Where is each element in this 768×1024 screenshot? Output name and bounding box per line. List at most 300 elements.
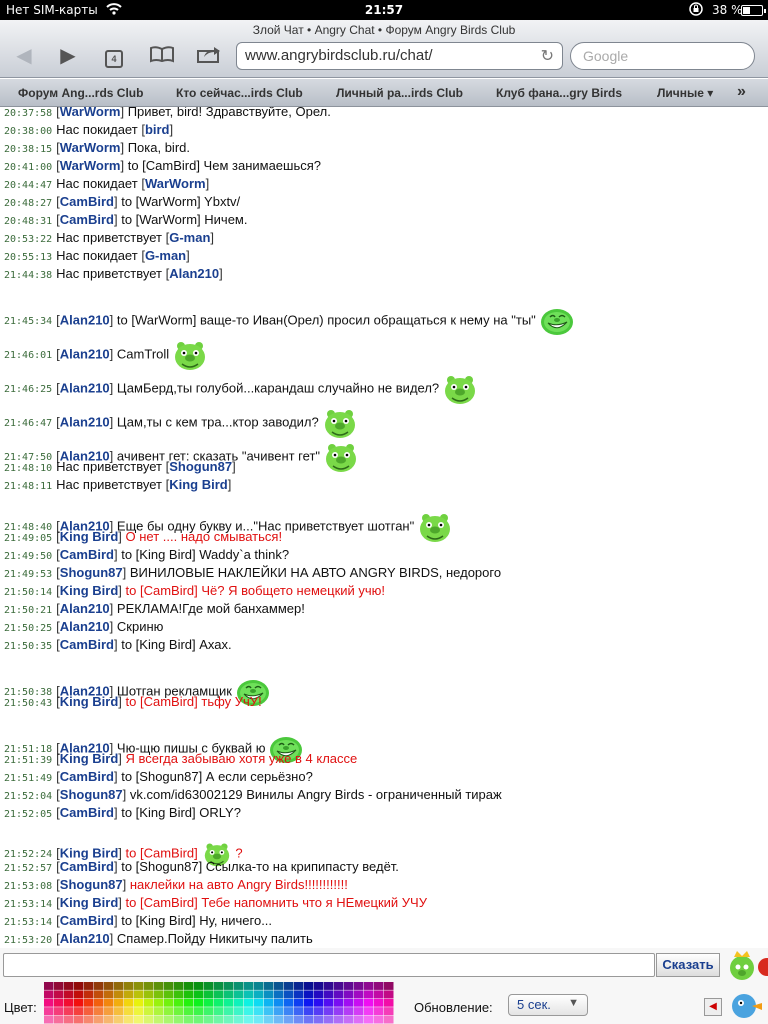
palette-swatch <box>194 999 204 1007</box>
back-icon[interactable]: ◀ <box>16 45 32 67</box>
palette-swatch <box>64 999 74 1007</box>
palette-swatch <box>324 990 334 998</box>
palette-swatch <box>94 982 104 990</box>
bookmarks-icon[interactable] <box>148 44 176 68</box>
share-icon[interactable] <box>195 44 223 68</box>
palette-swatch <box>384 999 394 1007</box>
bookmark-who-online[interactable]: Кто сейчас...irds Club <box>176 86 303 100</box>
bracket: [ <box>56 751 60 766</box>
message-timestamp: 21:49:53 <box>4 569 53 580</box>
message-author[interactable]: Alan210 <box>59 601 110 616</box>
chat-message <box>4 583 385 598</box>
message-author[interactable]: Shogun87 <box>169 459 233 474</box>
palette-swatch <box>124 1007 134 1015</box>
message-timestamp: 20:38:00 <box>4 126 53 137</box>
palette-swatch <box>294 1007 304 1015</box>
message-author[interactable]: WarWorm <box>59 140 121 155</box>
bracket: [ <box>56 877 60 892</box>
troll-smiley-icon <box>540 305 574 337</box>
message-timestamp: 21:50:38 <box>4 687 53 699</box>
palette-swatch <box>244 990 254 998</box>
palette-swatch <box>44 1007 54 1015</box>
bookmark-fan-club[interactable]: Клуб фана...gry Birds <box>496 86 622 100</box>
bracket: ] <box>113 805 118 820</box>
palette-swatch <box>244 1007 254 1015</box>
palette-swatch <box>134 1007 144 1015</box>
refresh-select[interactable] <box>508 994 588 1016</box>
search-input[interactable]: Google <box>570 42 755 70</box>
message-body: to [WarWorm] ваще-то Иван(Орел) просил обращаться к нему на "ты" <box>113 312 536 328</box>
palette-swatch <box>334 999 344 1007</box>
bookmark-personal[interactable]: Личный ра...irds Club <box>336 86 463 100</box>
palette-swatch <box>54 1007 64 1015</box>
message-body: to [King Bird] ORLY? <box>117 805 241 820</box>
message-author[interactable]: King Bird <box>59 583 119 598</box>
message-timestamp: 21:50:35 <box>4 641 53 652</box>
pig-smiley-icon <box>323 407 357 439</box>
message-author[interactable]: CamBird <box>59 194 114 209</box>
bracket: [ <box>56 194 60 209</box>
palette-swatch <box>114 982 124 990</box>
palette-swatch <box>134 1016 144 1024</box>
palette-swatch <box>324 999 334 1007</box>
palette-swatch <box>364 990 374 998</box>
message-author[interactable]: WarWorm <box>144 176 206 191</box>
message-body: Спамер.Пойду Никитычу палить <box>113 931 313 946</box>
palette-swatch <box>314 1007 324 1015</box>
message-author[interactable]: King Bird <box>59 751 119 766</box>
message-body: to [King Bird] Ну, ничего... <box>117 913 273 928</box>
palette-swatch <box>214 990 224 998</box>
page-title: Злой Чат • Angry Chat • Форум Angry Birds Club <box>252 23 516 37</box>
palette-swatch <box>314 990 324 998</box>
palette-swatch <box>54 999 64 1007</box>
palette-swatch <box>164 982 174 990</box>
message-body: ачивент гет: сказать "ачивент гет" <box>113 448 321 464</box>
bracket: [ <box>56 859 60 874</box>
palette-swatch <box>334 1016 344 1024</box>
bookmark-forum[interactable]: Форум Ang...rds Club <box>18 86 144 100</box>
palette-swatch <box>164 1007 174 1015</box>
message-author[interactable]: King Bird <box>169 477 228 492</box>
message-timestamp: 21:47:50 <box>4 452 53 464</box>
bracket: ] <box>219 266 223 281</box>
palette-swatch <box>194 1007 204 1015</box>
palette-swatch <box>194 990 204 998</box>
forward-icon[interactable]: ▶ <box>60 45 76 67</box>
palette-swatch <box>284 1016 294 1024</box>
bracket: [ <box>165 266 170 281</box>
bracket: ] <box>109 931 114 946</box>
palette-swatch <box>244 999 254 1007</box>
palette-swatch <box>374 990 384 998</box>
message-author[interactable]: King Bird <box>59 529 119 544</box>
chat-message <box>4 877 348 892</box>
message-timestamp: 21:51:49 <box>4 773 53 784</box>
palette-swatch <box>354 990 364 998</box>
palette-swatch <box>334 982 344 990</box>
palette-swatch <box>234 990 244 998</box>
bracket: ] <box>120 107 125 119</box>
bracket: ] <box>113 637 118 652</box>
message-timestamp: 21:51:39 <box>4 755 53 766</box>
palette-swatch <box>364 1007 374 1015</box>
message-author[interactable]: CamBird <box>59 859 114 874</box>
chat-message <box>4 751 357 766</box>
palette-swatch <box>254 990 264 998</box>
message-body: to [CamBird] Тебе напомнить что я НЕмецкий УЧУ <box>121 895 427 910</box>
palette-swatch <box>274 982 284 990</box>
chat-message <box>4 266 223 281</box>
bracket: [ <box>141 122 145 137</box>
message-author[interactable]: Shogun87 <box>59 877 123 892</box>
bookmarks-more-icon[interactable]: » <box>737 83 746 100</box>
bracket: [ <box>56 529 60 544</box>
message-body: to [Shogun87] А если серьёзно? <box>117 769 313 784</box>
palette-swatch <box>154 1016 164 1024</box>
bracket: ] <box>113 547 118 562</box>
bracket: ] <box>122 877 127 892</box>
message-timestamp: 20:55:13 <box>4 252 53 263</box>
chat-message <box>4 547 289 562</box>
bracket: ] <box>118 694 122 709</box>
battery-percent: 38 % <box>712 3 743 17</box>
message-author[interactable]: Shogun87 <box>59 565 123 580</box>
message-timestamp: 21:48:40 <box>4 522 53 534</box>
message-timestamp: 21:50:43 <box>4 698 53 709</box>
chat-message <box>4 895 427 910</box>
palette-swatch <box>374 1016 384 1024</box>
palette-swatch <box>334 1007 344 1015</box>
palette-swatch <box>184 1016 194 1024</box>
palette-swatch <box>224 982 234 990</box>
message-author[interactable]: Alan210 <box>59 380 110 396</box>
palette-swatch <box>284 982 294 990</box>
bracket: [ <box>56 212 60 227</box>
pig-smiley-icon <box>173 339 207 371</box>
bracket: [ <box>165 230 170 245</box>
chat-message <box>4 407 357 439</box>
reload-icon[interactable]: ↻ <box>540 48 554 65</box>
message-timestamp: 20:38:15 <box>4 144 53 155</box>
palette-swatch <box>344 982 354 990</box>
palette-swatch <box>184 1007 194 1015</box>
palette-swatch <box>234 999 244 1007</box>
message-timestamp: 21:50:25 <box>4 623 53 634</box>
message-body: РЕКЛАМА!Где мой банхаммер! <box>113 601 305 616</box>
message-timestamp: 21:46:25 <box>4 384 53 396</box>
palette-swatch <box>204 1007 214 1015</box>
message-body: to [CamBird] тьфу УчУ! <box>121 694 262 709</box>
palette-swatch <box>54 1016 64 1024</box>
color-palette[interactable] <box>44 982 394 1024</box>
bracket: ] <box>109 448 114 464</box>
bracket: [ <box>56 312 60 328</box>
message-author[interactable]: WarWorm <box>59 107 121 119</box>
palette-swatch <box>304 1007 314 1015</box>
palette-swatch <box>304 982 314 990</box>
bracket: [ <box>56 787 60 802</box>
palette-swatch <box>204 1016 214 1024</box>
message-body: Я всегда забываю хотя уже в 4 классе <box>121 751 358 766</box>
palette-swatch <box>384 1016 394 1024</box>
message-author[interactable]: Alan210 <box>59 448 110 464</box>
message-timestamp: 20:41:00 <box>4 162 53 173</box>
palette-swatch <box>364 982 374 990</box>
palette-swatch <box>234 982 244 990</box>
palette-swatch <box>344 990 354 998</box>
system-text: Нас приветствует <box>56 266 166 281</box>
chat-message <box>4 122 173 137</box>
palette-swatch <box>244 1016 254 1024</box>
message-timestamp: 21:50:21 <box>4 605 53 616</box>
sound-toggle-icon[interactable]: ◀ <box>704 998 722 1016</box>
message-author[interactable]: Alan210 <box>169 266 220 281</box>
message-author[interactable]: Alan210 <box>59 740 110 756</box>
chat-message <box>4 859 399 874</box>
message-input[interactable] <box>3 953 655 977</box>
palette-swatch <box>74 999 84 1007</box>
bracket: [ <box>56 637 60 652</box>
chat-message <box>4 248 190 263</box>
bookmarks-bar <box>0 79 768 107</box>
palette-swatch <box>84 1016 94 1024</box>
palette-swatch <box>154 999 164 1007</box>
chat-message <box>4 769 313 784</box>
bracket: ] <box>232 459 236 474</box>
palette-swatch <box>384 982 394 990</box>
palette-swatch <box>124 1016 134 1024</box>
palette-swatch <box>194 1016 204 1024</box>
palette-swatch <box>264 1007 274 1015</box>
palette-swatch <box>144 1007 154 1015</box>
pages-button[interactable] <box>100 44 128 68</box>
message-body: to [CamBird] Чё? Я вобщето немецкий учю! <box>121 583 386 598</box>
pig-smiley-icon <box>324 441 358 473</box>
bracket: ] <box>109 601 114 616</box>
palette-swatch <box>124 982 134 990</box>
message-timestamp: 20:53:22 <box>4 234 53 245</box>
palette-swatch <box>144 990 154 998</box>
palette-swatch <box>104 982 114 990</box>
message-timestamp: 21:46:01 <box>4 350 53 362</box>
palette-swatch <box>294 1016 304 1024</box>
bracket: ] <box>205 176 210 191</box>
message-timestamp: 21:52:04 <box>4 791 53 802</box>
bracket: ] <box>109 414 114 430</box>
palette-swatch <box>104 1016 114 1024</box>
palette-swatch <box>374 999 384 1007</box>
palette-swatch <box>294 982 304 990</box>
message-author[interactable]: G-man <box>144 248 187 263</box>
palette-swatch <box>94 990 104 998</box>
palette-swatch <box>264 999 274 1007</box>
message-author[interactable]: Alan210 <box>59 619 110 634</box>
bookmark-personal-folder[interactable]: Личные ▾ <box>657 86 714 100</box>
palette-swatch <box>324 982 334 990</box>
palette-swatch <box>264 990 274 998</box>
palette-swatch <box>104 1007 114 1015</box>
message-form <box>0 948 768 980</box>
chat-message <box>4 194 240 209</box>
bracket: ] <box>109 683 114 699</box>
bracket: ] <box>113 913 118 928</box>
palette-swatch <box>114 999 124 1007</box>
message-body: Пока, bird. <box>124 140 190 155</box>
pages-count: 4 <box>105 50 123 68</box>
message-author[interactable]: Alan210 <box>59 931 110 946</box>
message-timestamp: 21:52:57 <box>4 863 53 874</box>
bracket: [ <box>165 477 170 492</box>
palette-swatch <box>44 999 54 1007</box>
message-author[interactable]: Alan210 <box>59 414 110 430</box>
palette-swatch <box>274 999 284 1007</box>
address-bar[interactable] <box>236 42 563 70</box>
palette-swatch <box>44 982 54 990</box>
message-timestamp: 21:51:18 <box>4 744 53 756</box>
chat-message <box>4 339 207 371</box>
bracket: [ <box>56 895 60 910</box>
message-timestamp: 21:52:05 <box>4 809 53 820</box>
refresh-label: Обновление: <box>414 1000 493 1015</box>
palette-swatch <box>174 982 184 990</box>
message-body: Чю-щю пишы с буквай ю <box>113 740 266 756</box>
message-suffix: ? <box>231 845 243 861</box>
bracket: [ <box>56 547 60 562</box>
palette-swatch <box>344 1007 354 1015</box>
message-author[interactable]: Alan210 <box>59 683 110 699</box>
bracket: [ <box>56 518 60 534</box>
bracket: [ <box>56 740 60 756</box>
palette-swatch <box>224 1007 234 1015</box>
message-author[interactable]: King Bird <box>59 895 119 910</box>
bracket: [ <box>56 769 60 784</box>
message-author[interactable]: CamBird <box>59 769 114 784</box>
palette-swatch <box>114 1016 124 1024</box>
message-timestamp: 21:53:14 <box>4 899 53 910</box>
palette-swatch <box>114 1007 124 1015</box>
palette-swatch <box>104 999 114 1007</box>
bracket: ] <box>109 740 114 756</box>
message-author[interactable]: G-man <box>169 230 211 245</box>
send-button[interactable]: Сказать <box>656 953 720 977</box>
message-author[interactable]: CamBird <box>59 805 114 820</box>
bracket: ] <box>169 122 174 137</box>
url-text: www.angrybirdsclub.ru/chat/ <box>245 47 433 64</box>
palette-swatch <box>314 1016 324 1024</box>
palette-swatch <box>164 990 174 998</box>
carrier-label: Нет SIM-карты <box>6 3 98 17</box>
chat-message <box>4 459 236 474</box>
palette-swatch <box>334 990 344 998</box>
palette-swatch <box>264 1016 274 1024</box>
message-body: Скриню <box>113 619 164 634</box>
system-text: Нас покидает <box>56 248 142 263</box>
palette-swatch <box>304 1016 314 1024</box>
bracket: [ <box>56 583 60 598</box>
palette-swatch <box>84 990 94 998</box>
palette-swatch <box>204 982 214 990</box>
bracket: [ <box>56 619 60 634</box>
palette-swatch <box>184 982 194 990</box>
palette-swatch <box>54 990 64 998</box>
bracket: [ <box>56 346 60 362</box>
message-author[interactable]: Shogun87 <box>59 787 123 802</box>
message-body: to [King Bird] Ахах. <box>117 637 232 652</box>
message-author[interactable]: Alan210 <box>59 312 110 328</box>
palette-swatch <box>104 990 114 998</box>
palette-swatch <box>214 1016 224 1024</box>
message-author[interactable]: Alan210 <box>59 346 110 362</box>
message-author[interactable]: bird <box>144 122 170 137</box>
palette-swatch <box>254 982 264 990</box>
palette-swatch <box>274 1016 284 1024</box>
bracket: ] <box>227 477 232 492</box>
message-body: ВИНИЛОВЫЕ НАКЛЕЙКИ НА АВТО ANGRY BIRDS, недорого <box>126 565 502 580</box>
palette-swatch <box>164 999 174 1007</box>
palette-swatch <box>124 990 134 998</box>
message-body: to [WarWorm] Ybxtv/ <box>117 194 241 209</box>
status-bar <box>0 0 768 20</box>
palette-swatch <box>134 982 144 990</box>
message-author[interactable]: King Bird <box>59 694 119 709</box>
chat-message <box>4 694 262 709</box>
message-body: vk.com/id63002129 Винилы Angry Birds - ограниченный тираж <box>126 787 502 802</box>
palette-swatch <box>324 1007 334 1015</box>
palette-swatch <box>184 999 194 1007</box>
palette-swatch <box>144 1016 154 1024</box>
message-author[interactable]: CamBird <box>59 212 114 227</box>
message-author[interactable]: King Bird <box>59 845 119 861</box>
palette-swatch <box>284 999 294 1007</box>
message-author[interactable]: Alan210 <box>59 518 110 534</box>
bracket: [ <box>56 414 60 430</box>
palette-swatch <box>344 999 354 1007</box>
palette-swatch <box>304 990 314 998</box>
palette-swatch <box>354 1007 364 1015</box>
bracket: [ <box>56 805 60 820</box>
message-author[interactable]: CamBird <box>59 637 114 652</box>
palette-swatch <box>224 999 234 1007</box>
message-body: наклейки на авто Angry Birds!!!!!!!!!!!! <box>126 877 348 892</box>
message-author[interactable]: WarWorm <box>59 158 121 173</box>
palette-swatch <box>54 982 64 990</box>
bracket: [ <box>141 176 145 191</box>
palette-swatch <box>154 990 164 998</box>
palette-swatch <box>114 990 124 998</box>
palette-swatch <box>224 990 234 998</box>
palette-swatch <box>64 1007 74 1015</box>
palette-swatch <box>124 999 134 1007</box>
bracket: ] <box>113 769 118 784</box>
message-author[interactable]: CamBird <box>59 913 114 928</box>
bracket: ] <box>109 619 114 634</box>
chat-message <box>4 212 247 227</box>
message-author[interactable]: CamBird <box>59 547 114 562</box>
palette-swatch <box>164 1016 174 1024</box>
palette-swatch <box>374 1007 384 1015</box>
message-timestamp: 21:48:11 <box>4 481 53 492</box>
message-timestamp: 20:48:31 <box>4 216 53 227</box>
bracket: ] <box>109 312 114 328</box>
palette-swatch <box>74 990 84 998</box>
bracket: [ <box>165 459 170 474</box>
bracket: [ <box>56 683 60 699</box>
bracket: ] <box>210 230 215 245</box>
bracket: ] <box>118 583 122 598</box>
bracket: [ <box>56 565 60 580</box>
palette-swatch <box>224 1016 234 1024</box>
